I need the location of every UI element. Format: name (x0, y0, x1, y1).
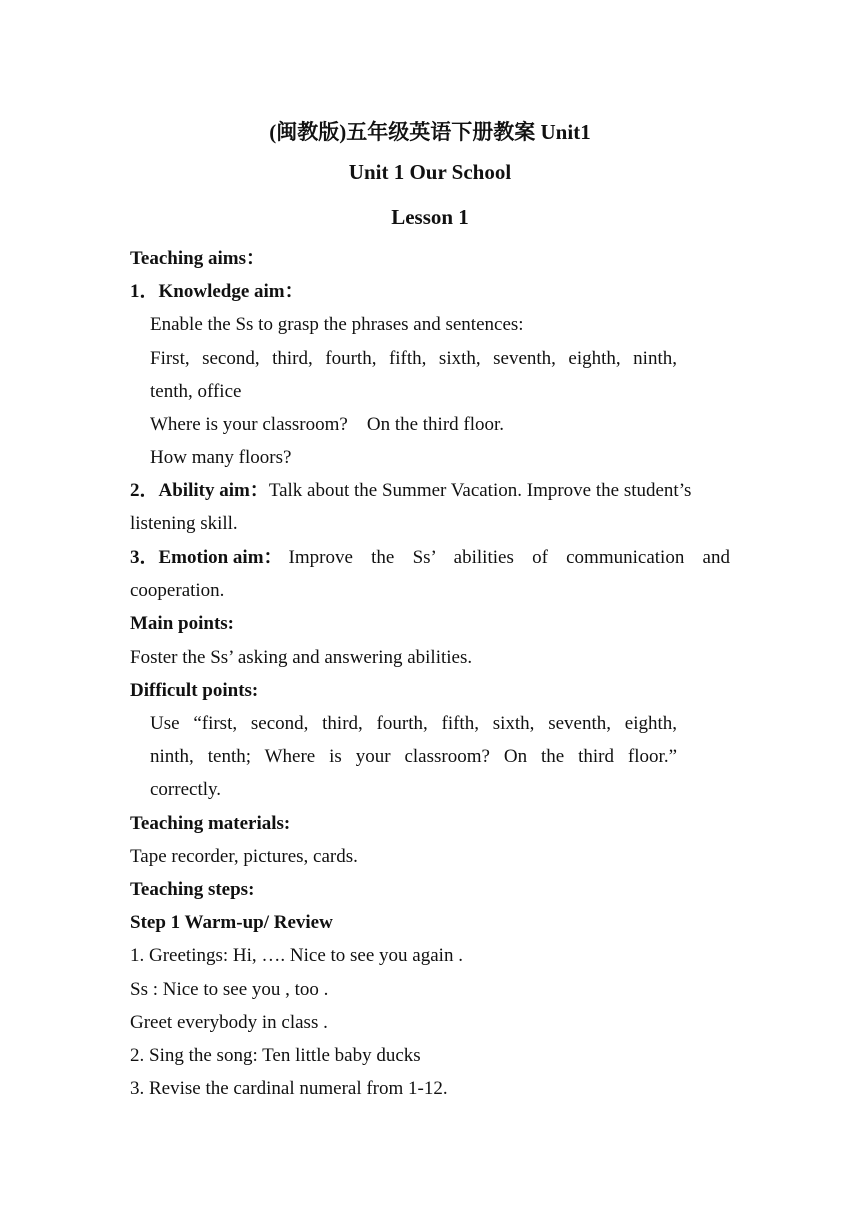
teaching-materials-text: Tape recorder, pictures, cards. (130, 846, 358, 867)
teaching-steps-heading: Teaching steps: (130, 879, 255, 900)
emotion-aim-line1 (130, 546, 730, 570)
step1-item: Greet everybody in class . (130, 1012, 328, 1033)
main-points-text: Foster the Ss’ asking and answering abilities. (130, 647, 473, 668)
unit-title: Unit 1 Our School (348, 160, 512, 184)
knowledge-aim-label: 1．Knowledge aim： (130, 281, 304, 302)
knowledge-aim-words-line1: First, second, third, fourth, fifth, sixth, seventh, eighth, ninth, (150, 348, 677, 369)
knowledge-aim-sentence2: How many floors? (150, 447, 292, 468)
teaching-materials-heading: Teaching materials: (130, 813, 291, 834)
ability-aim-text: Talk about the Summer Vacation. Improve the student’s (268, 480, 692, 501)
ability-aim-line1 (130, 479, 691, 503)
lesson-title: Lesson 1 (391, 205, 469, 229)
difficult-points-line2: ninth, tenth; Where is your classroom? On the third floor.” (150, 746, 677, 767)
emotion-aim-line2: cooperation. (130, 580, 225, 601)
step1-item: Ss : Nice to see you , too . (130, 979, 329, 1000)
emotion-aim-text: Improve the Ss’ abilities of communication and (288, 547, 730, 568)
document-title: (闽教版)五年级英语下册教案 Unit1 (269, 120, 591, 144)
step1-heading: Step 1 Warm-up/ Review (130, 912, 333, 933)
main-points-heading: Main points: (130, 613, 234, 634)
difficult-points-line3: correctly. (150, 779, 222, 800)
knowledge-aim-words-line2: tenth, office (150, 381, 242, 402)
knowledge-aim-intro: Enable the Ss to grasp the phrases and sentences: (150, 314, 524, 335)
emotion-aim-label: 3．Emotion aim： (130, 547, 283, 568)
difficult-points-heading: Difficult points: (130, 680, 259, 701)
knowledge-aim-sentence1: Where is your classroom? On the third floor. (150, 414, 505, 435)
step1-item: 1. Greetings: Hi, …. Nice to see you again . (130, 945, 463, 966)
step1-item: 2. Sing the song: Ten little baby ducks (130, 1045, 421, 1066)
step1-item: 3. Revise the cardinal numeral from 1-12. (130, 1078, 448, 1099)
ability-aim-label: 2．Ability aim： (130, 480, 269, 501)
difficult-points-line1: Use “first, second, third, fourth, fifth, sixth, seventh, eighth, (150, 713, 677, 734)
teaching-aims-heading: Teaching aims： (130, 248, 265, 269)
ability-aim-line2: listening skill. (130, 513, 238, 534)
